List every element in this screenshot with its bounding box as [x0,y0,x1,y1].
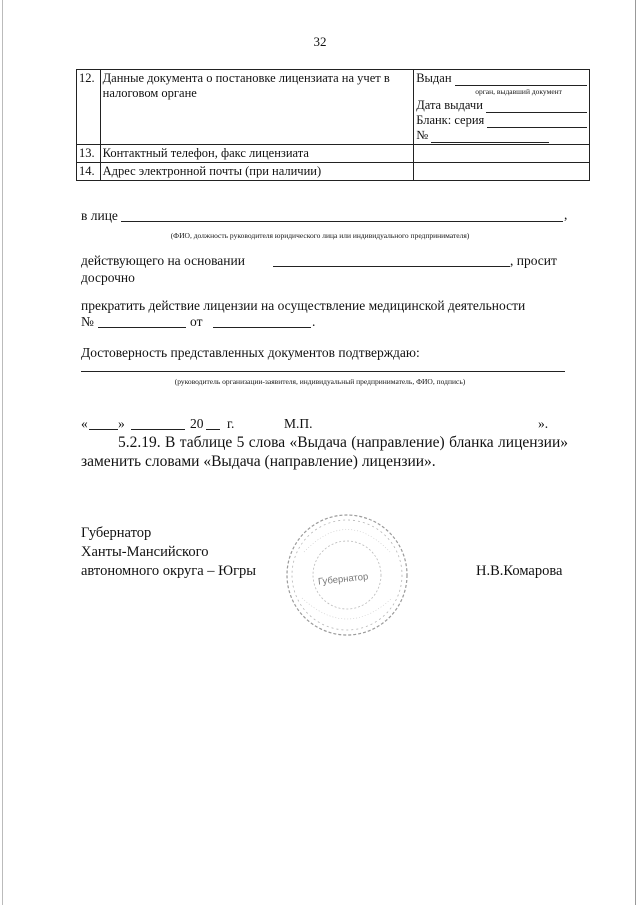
year-suffix: г. [227,416,235,431]
license-date-field[interactable] [213,327,311,328]
row-description: Адрес электронной почты (при наличии) [100,163,414,181]
email-cell[interactable] [414,163,590,181]
year-field[interactable] [206,429,220,430]
issued-label: Выдан [416,71,452,85]
basis-field[interactable] [273,266,510,267]
year-prefix: 20 [190,416,204,431]
official-seal-stamp [284,512,410,638]
table-row [77,145,590,163]
from-label: от [190,314,203,329]
form-number-field[interactable] [431,130,549,143]
signatory-title [81,524,256,581]
terminate-label: прекратить действие лицензии на осуществление медицинской деятельности [81,298,526,313]
closing-quote: ». [538,416,549,431]
form-series-field[interactable] [487,115,587,128]
row-number: 14. [77,163,101,181]
person-caption: (ФИО, должность руководителя юридического лица или индивидуального предпринимателя) [170,231,470,240]
issuer-caption: орган, выдавший документ [475,87,562,96]
page-number: 32 [313,34,327,49]
comma: , [564,207,568,222]
seal-place-label: М.П. [284,416,313,431]
page-edge-right [635,0,636,905]
amendment-paragraph: 5.2.19. В таблице 5 слова «Выдача (направление) бланка лицензии» заменить словами «Выдача (направление) лицензии». [81,434,568,470]
license-data-table [76,69,590,181]
title-line-3: автономного округа – Югры [81,563,257,579]
issue-date-label: Дата выдачи [416,98,483,112]
form-series-label: Бланк: серия [416,113,485,127]
title-line-1: Губернатор [81,525,152,541]
row-number: 13. [77,145,101,163]
row-number: 12. [77,70,101,145]
issued-field[interactable] [455,73,587,86]
form-number-label: № [416,128,429,142]
title-line-2: Ханты-Мансийского [81,544,209,560]
date-close-quote: » [118,416,125,431]
table-row [77,70,590,145]
row-description: Данные документа о постановке лицензиата на учет в налоговом органе [100,70,414,145]
tax-document-fields [414,70,590,145]
date-open-quote: « [81,416,88,431]
acting-basis-label: действующего на основании [81,253,245,268]
requests-label: , просит [510,253,557,268]
period: . [312,314,316,329]
confirm-label: Достоверность представленных документов подтверждаю: [81,345,420,360]
person-name-field[interactable] [121,221,563,222]
row-description: Контактный телефон, факс лицензиата [100,145,414,163]
day-field[interactable] [89,429,118,430]
in-person-label: в лице [81,208,118,223]
issue-date-field[interactable] [486,100,587,113]
early-label: досрочно [81,270,135,285]
license-number-prefix: № [81,314,94,329]
stamp-text: Губернатор [317,571,369,588]
signatory-name: Н.В.Комарова [476,563,563,579]
signer-field[interactable] [81,371,565,372]
page-edge-left [2,0,3,905]
license-number-field[interactable] [98,327,186,328]
signer-caption: (руководитель организации-заявителя, индивидуальный предприниматель, ФИО, подпись) [174,377,466,386]
table-row [77,163,590,181]
month-field[interactable] [131,429,185,430]
phone-fax-cell[interactable] [414,145,590,163]
